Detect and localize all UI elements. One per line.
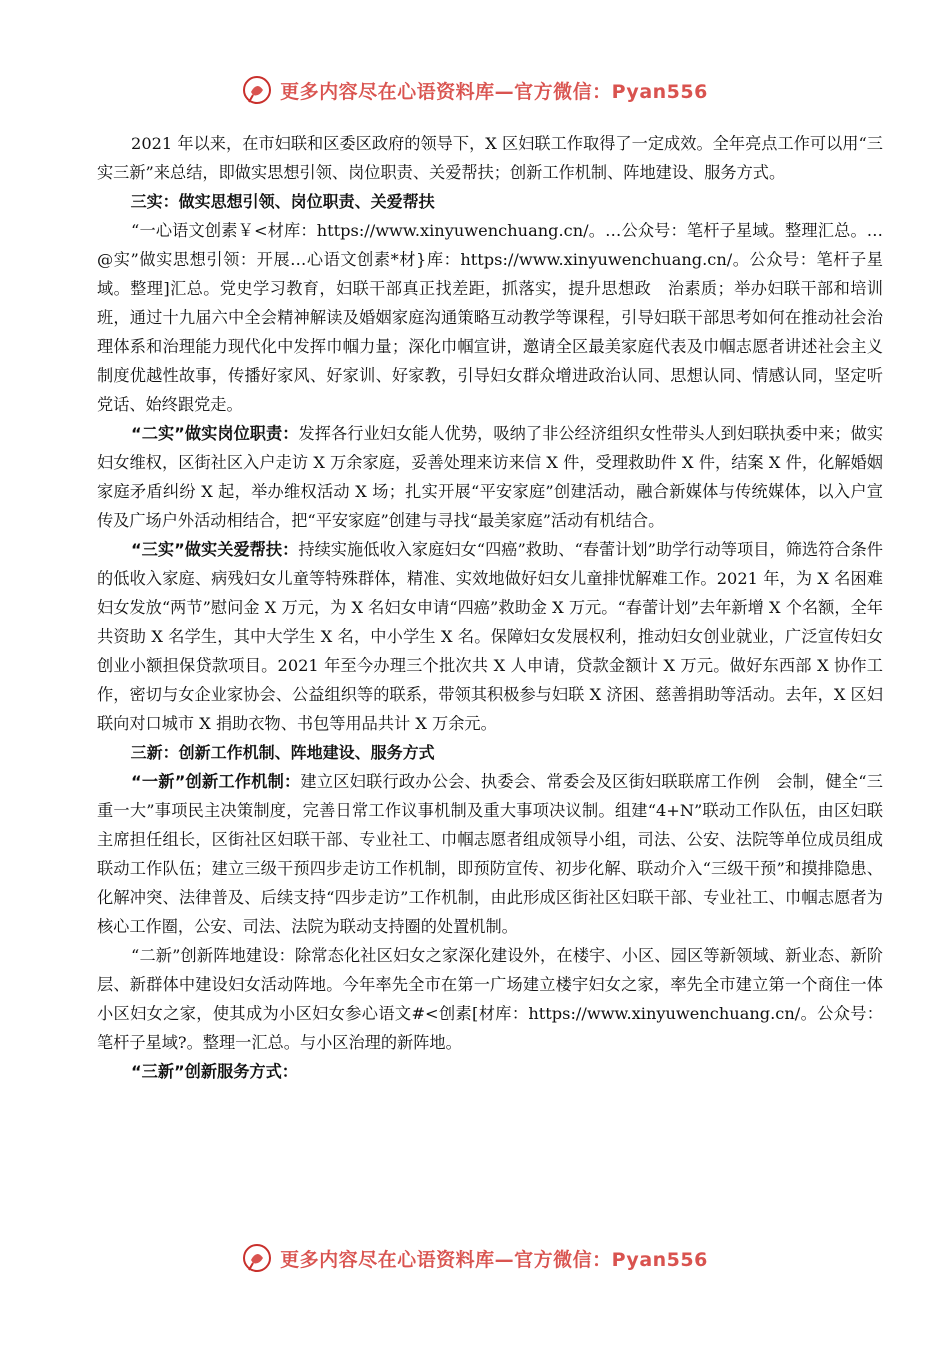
footer-banner [0, 1238, 950, 1278]
intro-paragraph: 2021 年以来，在市妇联和区委区政府的领导下，X 区妇联工作取得了一定成效。全年亮点工作可以用“三实三新”来总结，即做实思想引领、岗位职责、关爱帮扶；创新工作机制、阵地建设、服务方式。 [97, 134, 883, 182]
text-post-duties: 发挥各行业妇女能人优势，吸纳了非公经济组织女性带头人到妇联执委中来；做实妇女维权，区街社区入户走访 X 万余家庭，妥善处理来访来信 X 件，受理救助件 X 件，结案 X 件，化解婚姻家庭矛盾纠纷 X 起，举办维权活动 X 场；扎实开展“平安家庭”创建活动，融合新媒体与传统媒体，以入户宣传及广场户外活动相结合，把“平安家庭”创建与寻找“最美家庭”活动有机结合。 [97, 424, 884, 530]
document-body [97, 129, 883, 1086]
header-banner [0, 70, 950, 110]
banner-text: 更多内容尽在心语资料库—官方微信：Pyan556 [280, 1248, 708, 1271]
paragraph-work-mechanism [97, 767, 883, 941]
rose-logo-icon [242, 1243, 272, 1273]
paragraph-care-assistance [97, 535, 883, 738]
paragraph-post-duties [97, 419, 883, 535]
text-care-assistance: 持续实施低收入家庭妇女“四癌”救助、“春蕾计划”助学行动等项目，筛选符合条件的低收入家庭、病残妇女儿童等特殊群体，精准、实效地做好妇女儿童排忧解难工作。2021 年，为 X 名困难妇女发放“两节”慰问金 X 万元，为 X 名妇女申请“四癌”救助金 X 万元。“春蕾计划”去年新增 X 个名额，全年共资助 X 名学生，其中大学生 X 名，中小学生 X 名。保障妇女发展权利，推动妇女创业就业，广泛宣传妇女创业小额担保贷款项目。2021 年至今办理三个批次共 X 人申请，贷款金额计 X 万元。做好东西部 X 协作工作，密切与女企业家协会、公益组织等的联系，带领其积极参与妇联 X 济困、慈善捐助等活动。去年，X 区妇联向对口城市 X 捐助衣物、书包等用品共计 X 万余元。 [97, 540, 883, 733]
section-heading-three-solid: 三实：做实思想引领、岗位职责、关爱帮扶 [130, 192, 435, 211]
section-heading-three-new: 三新：创新工作机制、阵地建设、服务方式 [130, 743, 435, 762]
paragraph-service-method [97, 1057, 883, 1086]
lead-service-method: “三新”创新服务方式： [131, 1062, 298, 1081]
lead-work-mechanism: “一新”创新工作机制： [131, 772, 301, 791]
banner-text: 更多内容尽在心语资料库—官方微信：Pyan556 [280, 80, 708, 103]
lead-post-duties: “二实”做实岗位职责： [131, 424, 299, 443]
paragraph-position-building: “二新”创新阵地建设：除常态化社区妇女之家深化建设外，在楼宇、小区、园区等新领域、新业态、新阶层、新群体中建设妇女活动阵地。今年率先全市在第一广场建立楼宇妇女之家，率先全市建立第一个商住一体小区妇女之家，使其成为小区妇女参心语文#<创素[材库：https://www.xinyuwenchuang.cn/。公众号：笔杆子星域?。整理一汇总。与小区治理的新阵地。 [97, 946, 883, 1052]
text-work-mechanism: 建立区妇联行政办公会、执委会、常委会及区街妇联联席工作例 会制，健全“三重一大”事项民主决策制度，完善日常工作议事机制及重大事项决议制。组建“4+N”联动工作队伍，由区妇联主席担任组长，区街社区妇联干部、专业社工、巾帼志愿者组成领导小组，司法、公安、法院等单位成员组成联动工作队伍；建立三级干预四步走访工作机制，即预防宣传、初步化解、联动介入“三级干预”和摸排隐患、化解冲突、法律普及、后续支持“四步走访”工作机制，由此形成区街社区妇联干部、专业社工、巾帼志愿者为核心工作圈，公安、司法、法院为联动支持圈的处置机制。 [97, 772, 883, 936]
lead-care-assistance: “三实”做实关爱帮扶： [131, 540, 299, 559]
paragraph-thought-guidance: “一心语文创素￥<材库：https://www.xinyuwenchuang.cn/。…公众号：笔杆子星域。整理汇总。…@实”做实思想引领：开展…心语文创素*材}库：https://www.xinyuwenchuang.cn/。公众号：笔杆子星域。整理]汇总。党史学习教育，妇联干部真正找差距，抓落实，提升思想政 治素质；举办妇联干部和培训班，通过十九届六中全会精神解读及婚姻家庭沟通策略互动教学等课程，引导妇联干部思考如何在推动社会治理体系和治理能力现代化中发挥巾帼力量；深化巾帼宣讲，邀请全区最美家庭代表及巾帼志愿者讲述社会主义制度优越性故事，传播好家风、好家训、好家教，引导妇女群众增进政治认同、思想认同、情感认同，坚定听党话、始终跟党走。 [97, 221, 883, 414]
rose-logo-icon [242, 75, 272, 105]
